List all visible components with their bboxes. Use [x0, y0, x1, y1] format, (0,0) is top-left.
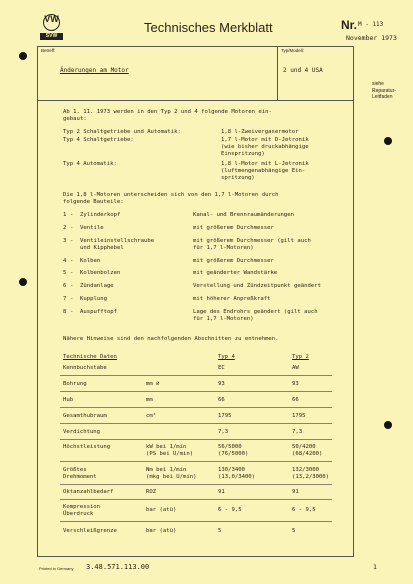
- spec-typ4: 56/5000: [218, 444, 242, 450]
- part-number: 4: [63, 258, 67, 264]
- specs-col-typ2: Typ 2: [292, 354, 309, 360]
- part-desc: mit größerem Durchmesser: [193, 225, 274, 231]
- spec-label: Größtes: [63, 467, 87, 473]
- row-rule: [60, 521, 332, 522]
- spec-typ2: 66: [292, 397, 299, 403]
- spec-label: Kompression: [63, 504, 101, 510]
- spec-label: Überdruck: [63, 511, 94, 517]
- part-desc: Kanal- und Brennraumänderungen: [193, 212, 295, 218]
- part-dash: -: [70, 258, 74, 264]
- row-rule: [60, 439, 332, 440]
- side-note: [372, 81, 410, 101]
- part-name: Auspufftopf: [80, 309, 118, 315]
- engine-label: Typ 4 Automatik:: [63, 161, 117, 167]
- spec-label: Hub: [63, 397, 74, 403]
- part-name: Ventileinstellschraube: [80, 238, 155, 244]
- part-number: 1: [63, 212, 67, 218]
- spec-label: Höchstleistung: [63, 444, 111, 450]
- specs-col-typ4: Typ 4: [218, 354, 235, 360]
- document-code: 3.48.571.113.00: [86, 563, 150, 571]
- engine-label: Typ 4 Schaltgetriebe:: [63, 137, 134, 143]
- spec-unit: mm: [146, 397, 153, 403]
- spec-typ4: EC: [218, 365, 225, 371]
- part-desc: mit größerem Durchmesser (gilt auch: [193, 238, 311, 244]
- spec-unit: (PS bei U/min): [146, 451, 194, 457]
- part-name: Kupplung: [80, 296, 107, 302]
- engine-desc: 1,7 l-Motor mit D-Jetronik: [221, 137, 309, 143]
- part-name: Kolben: [80, 258, 101, 264]
- spec-typ2: 50/4200: [292, 444, 316, 450]
- spec-unit: Nm bei 1/min: [146, 467, 187, 473]
- row-rule: [60, 423, 332, 424]
- spec-label: Verdichtung: [63, 429, 101, 435]
- engine-desc: (wie bisher druckabhängige: [221, 144, 309, 150]
- part-name: Kolbenbolzen: [80, 270, 121, 276]
- diff-intro-line: folgende Bauteile:: [63, 199, 124, 205]
- spec-typ4: 5: [218, 528, 222, 534]
- spec-typ2: 5: [292, 528, 296, 534]
- spec-typ2: 7,3: [292, 429, 303, 435]
- part-desc: Verstellung und Zündzeitpunkt geändert: [193, 283, 321, 289]
- engine-desc: 1,8 l-Zweivergasermotor: [221, 129, 299, 135]
- reference-note: Nähere Hinweise sind den nachfolgenden Abschnitten zu entnehmen.: [63, 336, 279, 342]
- row-rule: [60, 461, 332, 462]
- part-desc: für 1,7 l-Motoren): [193, 316, 254, 322]
- spec-typ4: 93: [218, 381, 225, 387]
- spec-unit: bar (atü): [146, 528, 177, 534]
- engine-label: Typ 2 Schaltgetriebe und Automatik:: [63, 129, 181, 135]
- part-dash: -: [70, 283, 74, 289]
- spec-unit: (mkg bei U/min): [146, 474, 197, 480]
- punch-hole: [19, 278, 27, 286]
- spec-typ2: 93: [292, 381, 299, 387]
- betreff-label: Betreff:: [41, 48, 56, 53]
- spec-typ2: AW: [292, 365, 299, 371]
- spec-label: Verschleißgrenze: [63, 528, 117, 534]
- part-dash: -: [70, 238, 74, 244]
- row-rule: [60, 391, 332, 392]
- side-note-line: siehe: [372, 81, 384, 87]
- row-rule: [60, 407, 332, 408]
- part-name: Zündanlage: [80, 283, 114, 289]
- logo-plate: SVW: [40, 33, 63, 40]
- engine-desc: (luftmengenabhängige Ein-: [221, 168, 306, 174]
- spec-typ4: 91: [218, 489, 225, 495]
- part-desc: für 1,7 l-Motoren): [193, 245, 254, 251]
- intro-line: gebaut:: [63, 116, 87, 122]
- spec-typ2: (13,2/3000): [292, 474, 330, 480]
- number-label: Nr.: [341, 18, 358, 32]
- vw-logo: [43, 14, 60, 31]
- row-rule: [60, 499, 332, 500]
- spec-typ4: 6 - 9,5: [218, 507, 242, 513]
- spec-typ2: 6 - 9,5: [292, 507, 316, 513]
- part-desc: mit größerem Durchmesser: [193, 258, 274, 264]
- part-desc: mit höherer Anpreßkraft: [193, 296, 271, 302]
- spec-label: Oktanzahlbedarf: [63, 489, 114, 495]
- spec-typ4: 66: [218, 397, 225, 403]
- spec-label: Kennbuchstabe: [63, 365, 107, 371]
- part-dash: -: [70, 296, 74, 302]
- part-dash: -: [70, 212, 74, 218]
- spec-typ2: 1795: [292, 413, 306, 419]
- spec-label: Drehmoment: [63, 474, 97, 480]
- part-number: 3: [63, 238, 67, 244]
- spec-typ4: 1795: [218, 413, 232, 419]
- punch-hole: [19, 52, 27, 60]
- document-title: Technisches Merkblatt: [144, 20, 273, 35]
- printed-in: Printed in Germany: [39, 566, 74, 571]
- part-dash: -: [70, 225, 74, 231]
- document-date: November 1973: [346, 34, 397, 42]
- spec-typ4: (76/5000): [218, 451, 249, 457]
- engine-desc: 1,8 l-Motor mit L-Jetronik: [221, 161, 309, 167]
- part-desc: mit geänderter Wandstärke: [193, 270, 278, 276]
- part-number: 7: [63, 296, 67, 302]
- typ-label: Typ/Modell:: [281, 48, 305, 53]
- spec-typ4: 130/3400: [218, 467, 245, 473]
- engine-desc: Einspritzung): [221, 151, 265, 157]
- number-value: M - 113: [358, 21, 384, 28]
- page-number: 1: [373, 563, 377, 571]
- diff-intro-line: Die 1,8 l-Motoren unterscheiden sich von den 1,7 l-Motoren durch: [63, 192, 279, 198]
- spec-unit: mm ∅: [146, 381, 160, 387]
- header-divider: [277, 46, 278, 101]
- logo-mark: VW: [44, 14, 59, 24]
- engine-desc: spritzung): [221, 175, 255, 181]
- typ-value: 2 und 4 USA: [283, 67, 323, 74]
- row-rule: [60, 375, 332, 376]
- part-name: Ventile: [80, 225, 104, 231]
- part-desc: Lage des Endrohrs geändert (gilt auch: [193, 309, 318, 315]
- spec-unit: bar (atü): [146, 507, 177, 513]
- specs-title: Technische Daten: [63, 354, 117, 360]
- side-note-line: Reparatur-: [372, 87, 396, 94]
- spec-unit: kW bei 1/min: [146, 444, 187, 450]
- spec-unit: cm³: [146, 413, 157, 419]
- spec-unit: ROZ: [146, 489, 157, 495]
- row-rule: [60, 484, 332, 485]
- part-dash: -: [70, 309, 74, 315]
- spec-typ2: (68/4200): [292, 451, 323, 457]
- spec-typ4: 7,3: [218, 429, 229, 435]
- spec-label: Bohrung: [63, 381, 87, 387]
- part-dash: -: [70, 270, 74, 276]
- part-number: 6: [63, 283, 67, 289]
- subject: Änderungen am Motor: [60, 67, 129, 74]
- spec-label: Gesamthubraum: [63, 413, 107, 419]
- part-number: 2: [63, 225, 67, 231]
- punch-hole: [384, 137, 392, 145]
- part-name: und Kipphebel: [80, 245, 124, 251]
- spec-typ4: (13,0/3400): [218, 474, 256, 480]
- part-number: 5: [63, 270, 67, 276]
- punch-hole: [384, 421, 392, 429]
- spec-typ2: 132/3000: [292, 467, 319, 473]
- intro-line: Ab 1. 11. 1973 werden in den Typ 2 und 4 folgende Motoren ein-: [63, 109, 272, 115]
- spec-typ2: 91: [292, 489, 299, 495]
- part-number: 8: [63, 309, 67, 315]
- side-note-line: Leitfaden: [372, 94, 393, 100]
- part-name: Zylinderkopf: [80, 212, 121, 218]
